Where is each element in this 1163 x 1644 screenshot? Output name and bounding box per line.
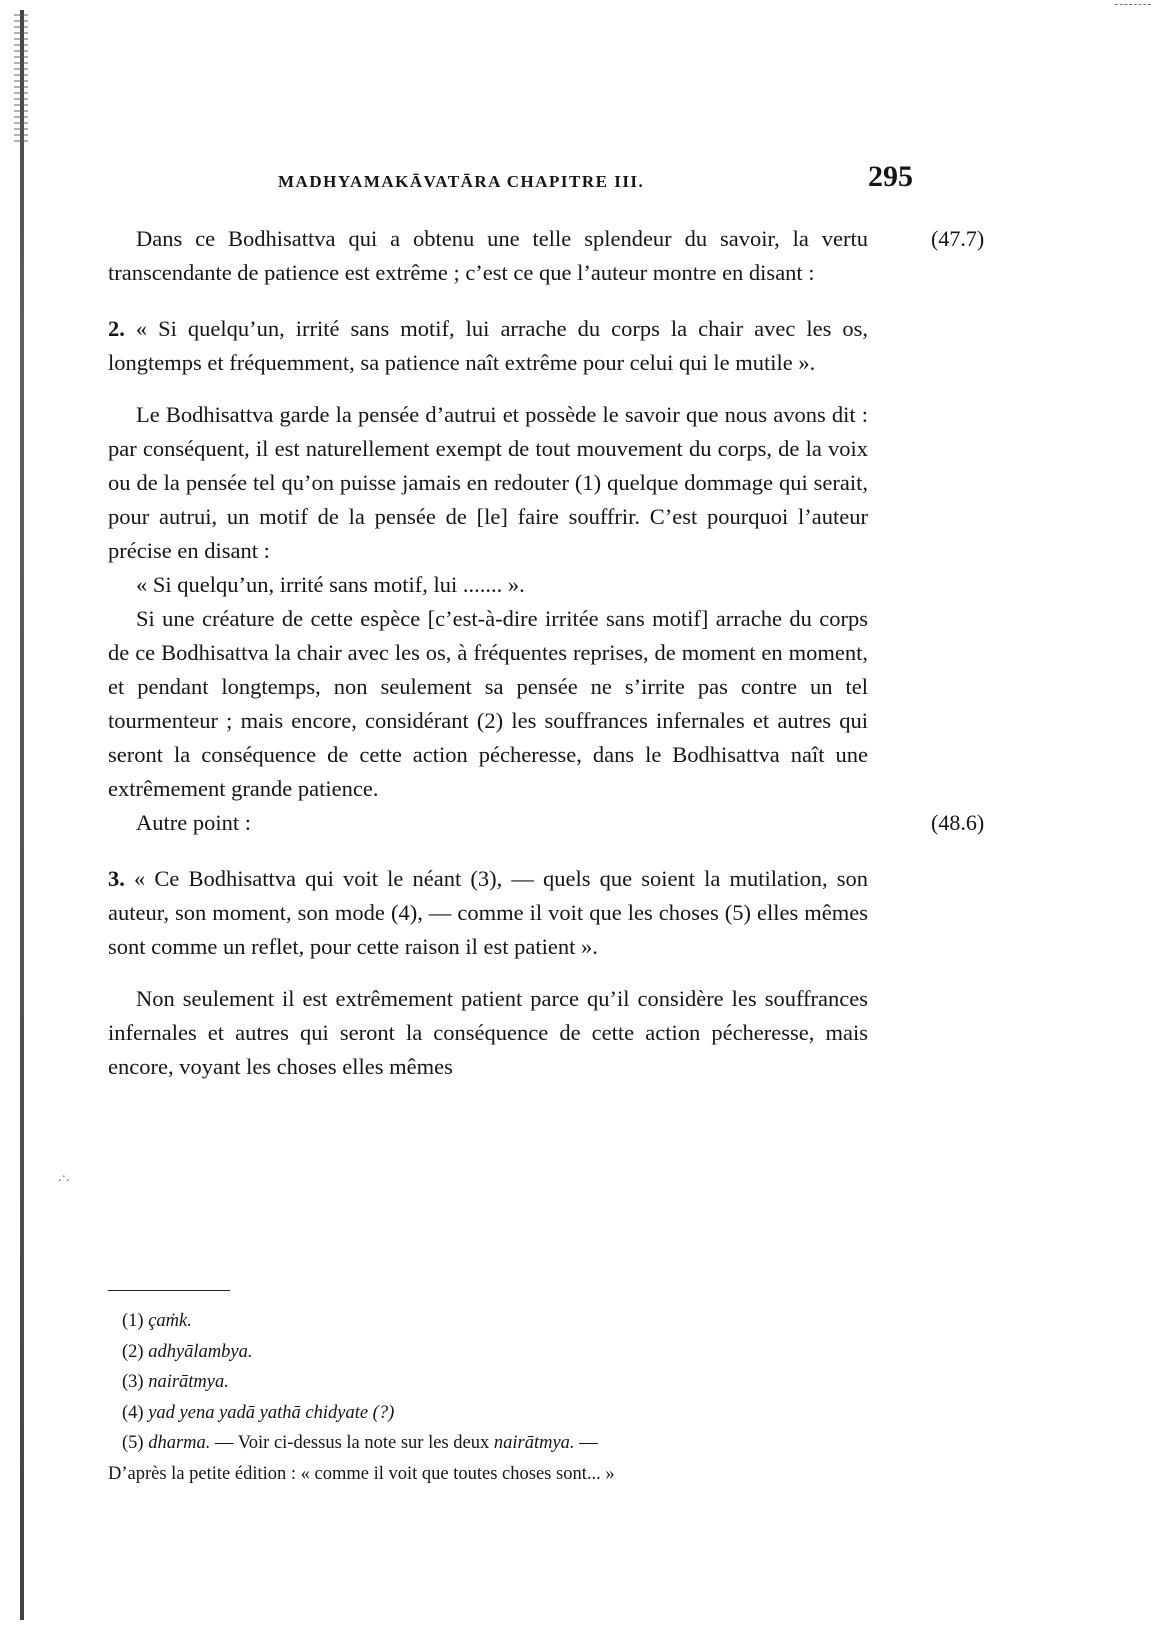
- stanza-number: 3.: [108, 866, 125, 891]
- footnote: (5) dharma. — Voir ci-dessus la note sur les deux nairātmya. —: [122, 1433, 598, 1453]
- paragraph-4: Autre point : (48.6): [108, 806, 868, 840]
- scan-binding-noise: [14, 14, 28, 144]
- footnote-rule: [108, 1290, 230, 1291]
- scan-binding-edge: [20, 10, 24, 1620]
- margin-reference-2: (48.6): [931, 810, 985, 835]
- stanza-text: « Ce Bodhisattva qui voit le néant (3), — quels que soient la mutilation, son auteur, son moment, son mode (4), — comme il voit que les choses (5) elles mêmes sont comme un reflet, pour cette raison il est patient ».: [108, 866, 869, 959]
- running-title: MADHYAMAKĀVATĀRA CHAPITRE III.: [278, 172, 645, 191]
- page-number: 295: [868, 160, 913, 193]
- stanza-2: [108, 312, 868, 380]
- paragraph-2-quote: « Si quelqu’un, irrité sans motif, lui ....... ».: [136, 572, 525, 597]
- page-header: [108, 160, 913, 196]
- paragraph-5: Non seulement il est extrêmement patient parce qu’il considère les souffrances infernales et autres qui seront la conséquence de cette action pécheresse, mais encore, voyant les choses elles mêmes: [108, 986, 868, 1079]
- footnote: (1) çaṁk.: [122, 1311, 192, 1331]
- scan-corner-mark: [1115, 4, 1151, 6]
- footnotes: [108, 1306, 868, 1489]
- stanza-number: 2.: [108, 316, 125, 341]
- footnote: (3) nairātmya.: [122, 1372, 229, 1392]
- footnote: (2) adhyālambya.: [122, 1341, 253, 1362]
- margin-reference-1: (47.7): [931, 226, 985, 251]
- page-body: [108, 222, 985, 1084]
- stanza-3: [108, 862, 868, 964]
- paragraph-2: Le Bodhisattva garde la pensée d’autrui et possède le savoir que nous avons dit : par conséquent, il est naturellement exempt de tout mouvement du corps, de la voix ou de la pensée tel qu’on puisse jamais en redouter (1) quelque dommage qui serait, pour autrui, un motif de la pensée de [le] faire souffrir. C’est pourquoi l’auteur précise en disant :: [108, 402, 868, 563]
- paragraph-1: Dans ce Bodhisattva qui a obtenu une telle splendeur du savoir, la vertu transcendante de patience est extrême ; c’est ce que l’auteur montre en disant : (47.7): [108, 222, 868, 290]
- stanza-text: « Si quelqu’un, irrité sans motif, lui arrache du corps la chair avec les os, longtemps et fréquemment, sa patience naît extrême pour celui qui le mutile ».: [108, 316, 868, 375]
- paragraph-3: Si une créature de cette espèce [c’est-à-dire irritée sans motif] arrache du corps de ce Bodhisattva la chair avec les os, à fréquentes reprises, de moment en moment, et pendant longtemps, non seulement sa pensée ne s’irrite pas contre un tel tourmenteur ; mais encore, considérant (2) les souffrances infernales et autres qui seront la conséquence de cette action pécheresse, dans le Bodhisattva naît une extrêmement grande patience.: [108, 606, 868, 801]
- footnote: (4) yad yena yadā yathā chidyate (?): [122, 1402, 395, 1423]
- footnote-continuation: D’après la petite édition : « comme il voit que toutes choses sont... »: [108, 1463, 615, 1484]
- scan-speck: .·.: [58, 1170, 70, 1185]
